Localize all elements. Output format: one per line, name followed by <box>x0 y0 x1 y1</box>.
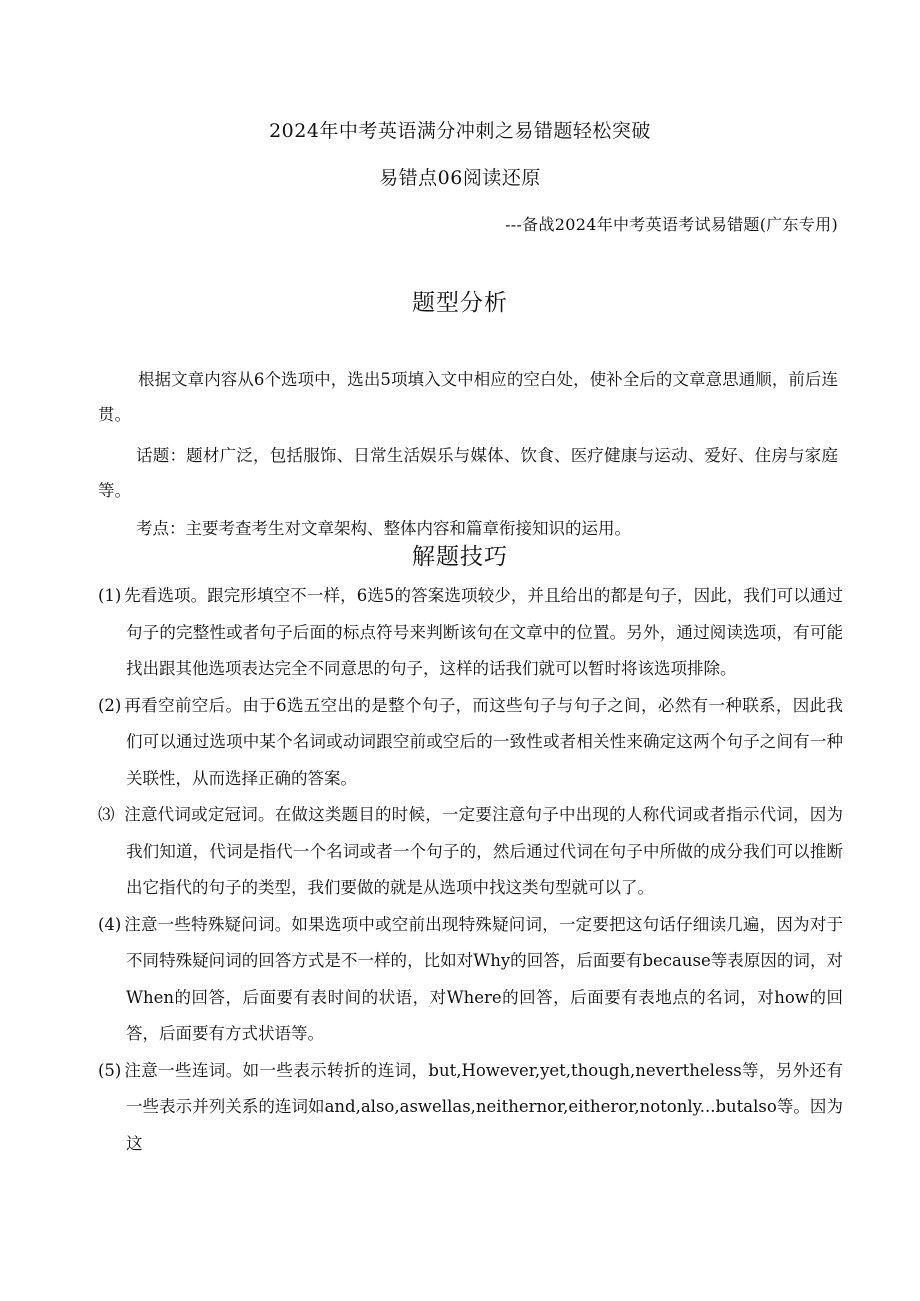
analysis-topic-paragraph: 话题：题材广泛，包括服饰、日常生活娱乐与媒体、饮食、医疗健康与运动、爱好、住房与家庭等。 <box>98 445 838 500</box>
analysis-focus-paragraph: 考点：主要考查考生对文章架构、整体内容和篇章衔接知识的运用。 <box>136 518 631 538</box>
analysis-heading: 题型分析 <box>412 290 508 316</box>
skill-item-text: 注意一些连词。如一些表示转折的连词，but,However,yet,though,nevertheless等，另外还有一些表示并列关系的连词如and,also,aswellas,neithernor,eitheror,notonly...butalso等。因为这 <box>124 1060 843 1153</box>
document-title: 2024年中考英语满分冲刺之易错题轻松突破 <box>269 120 651 142</box>
skills-heading: 解题技巧 <box>412 544 508 570</box>
skills-list <box>98 578 843 1162</box>
skill-item-text: 先看选项。跟完形填空不一样，6选5的答案选项较少，并且给出的都是句子，因此，我们可以通过句子的完整性或者句子后面的标点符号来判断该句在文章中的位置。另外，通过阅读选项，有可能找出跟其他选项表达完全不同意思的句子，这样的话我们就可以暂时将该选项排除。 <box>124 586 843 678</box>
source-note: ---备战2024年中考英语考试易错题(广东专用) <box>505 215 838 234</box>
skill-item-number: (4) <box>98 914 122 934</box>
skill-item-number: (1) <box>98 586 122 605</box>
skill-item <box>98 578 843 688</box>
document-subtitle: 易错点06阅读还原 <box>379 167 541 189</box>
analysis-intro-paragraph: 根据文章内容从6个选项中，选出5项填入文中相应的空白处，使补全后的文章意思通顺，前后连贯。 <box>98 369 838 424</box>
skill-item-number: (2) <box>98 695 122 715</box>
skill-item <box>98 797 843 907</box>
skill-item <box>98 688 843 798</box>
skill-item-text: 再看空前空后。由于6选五空出的是整个句子，而这些句子与句子之间，必然有一种联系，因此我们可以通过选项中某个名词或动词跟空前或空后的一致性或者相关性来确定这两个句子之间有一种关联性，从而选择正确的答案。 <box>124 695 843 788</box>
skill-item-number: ⑶ <box>98 805 115 824</box>
skill-item-text: 注意一些特殊疑问词。如果选项中或空前出现特殊疑问词，一定要把这句话仔细读几遍，因为对于不同特殊疑问词的回答方式是不一样的，比如对Why的回答，后面要有because等表原因的词，对When的回答，后面要有表时间的状语，对Where的回答，后面要有表地点的名词，对how的回答，后面要有方式状语等。 <box>124 914 843 1043</box>
skill-item-number: (5) <box>98 1060 122 1080</box>
skill-item-text: 注意代词或定冠词。在做这类题目的时候，一定要注意句子中出现的人称代词或者指示代词，因为我们知道，代词是指代一个名词或者一个句子的，然后通过代词在句子中所做的成分我们可以推断出它指代的句子的类型，我们要做的就是从选项中找这类句型就可以了。 <box>124 805 843 897</box>
skill-item <box>98 1053 843 1163</box>
skill-item <box>98 907 843 1053</box>
